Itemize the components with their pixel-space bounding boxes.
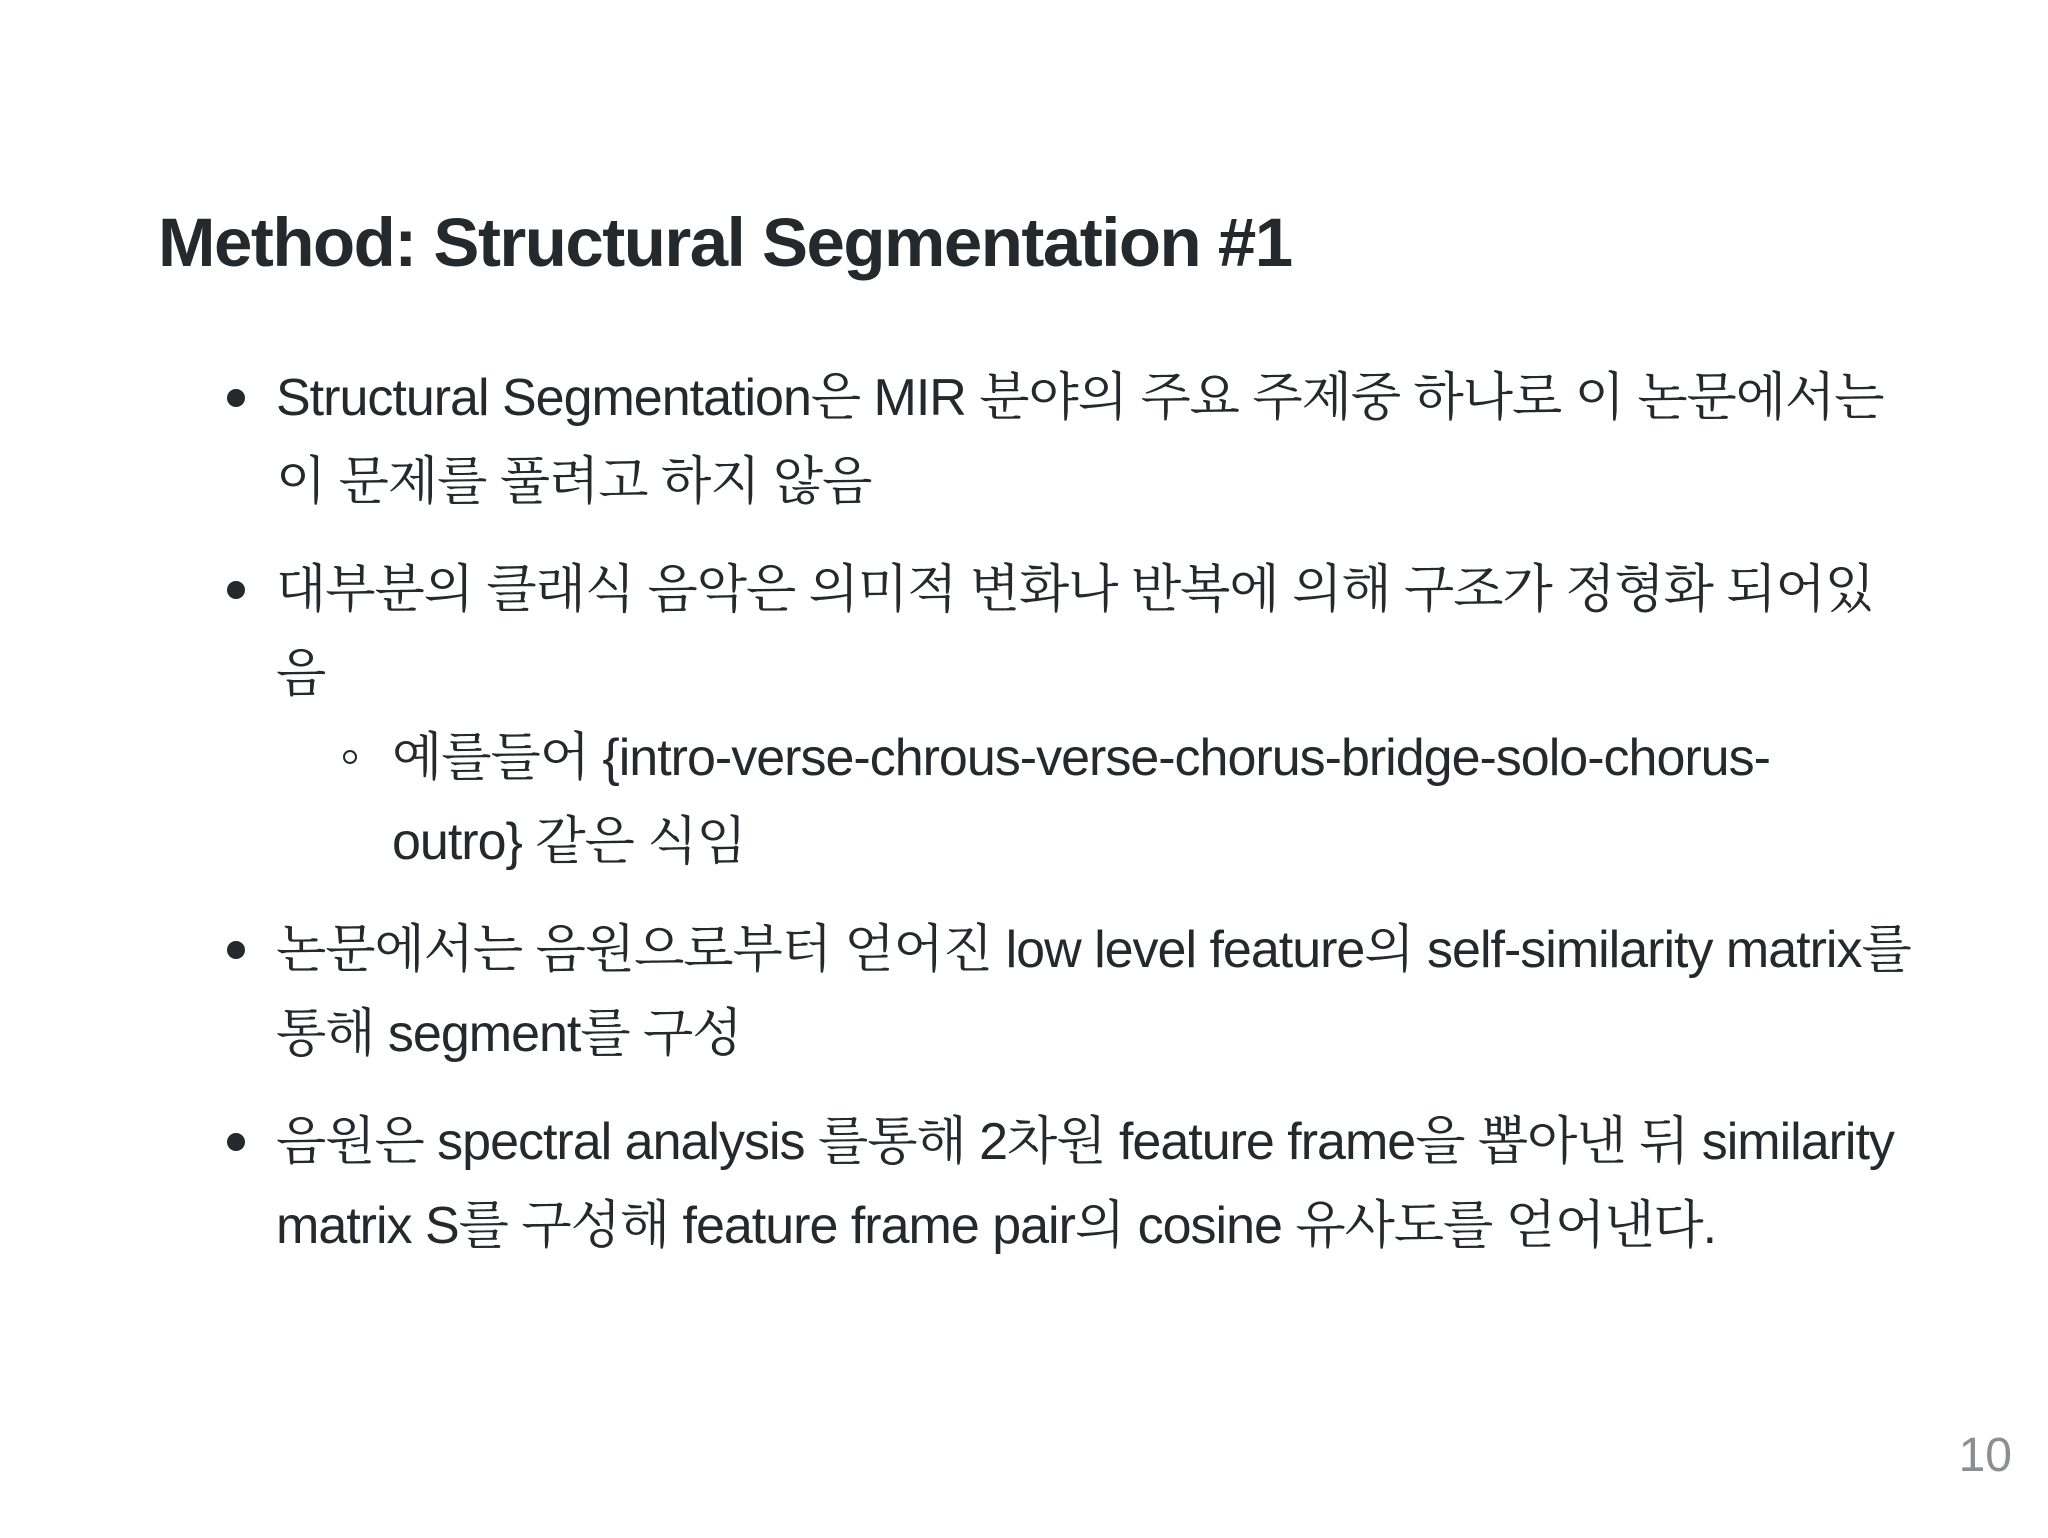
bullet-text: 논문에서는 음원으로부터 얻어진 low level feature의 self-similarity matrix를 통해 segment를 구성 [276,921,1911,1063]
bullet-text: 음원은 spectral analysis 를통해 2차원 feature frame을 뽑아낸 뒤 similarity matrix S를 구성해 feature frame pair의 cosine 유사도를 얻어낸다. [276,1113,1894,1255]
bullet-dot-icon [227,581,245,599]
bullet-item [0,356,1916,524]
bullet-text: 대부분의 클래식 음악은 의미적 변화나 반복에 의해 구조가 정형화 되어있음 [276,561,1874,703]
bullet-text: Structural Segmentation은 MIR 분야의 주요 주제중 하나로 이 논문에서는 이 문제를 풀려고 하지 않음 [276,369,1884,511]
bullet-item [0,548,1916,716]
bullet-item [0,1100,1916,1268]
slide-title: Method: Structural Segmentation #1 [158,204,1292,281]
bullet-dot-icon [227,941,245,959]
bullet-dot-icon [227,389,245,407]
bullet-dot-icon [227,1133,245,1151]
bullet-item [0,908,1916,1076]
bullet-list [0,356,2048,1268]
sub-bullet-item [0,716,1832,884]
sub-bullet-text: 예를들어 {intro-verse-chrous-verse-chorus-bridge-solo-chorus-outro} 같은 식임 [392,729,1770,871]
bullet-circle-icon [343,750,357,764]
page-number: 10 [1958,1429,2012,1482]
